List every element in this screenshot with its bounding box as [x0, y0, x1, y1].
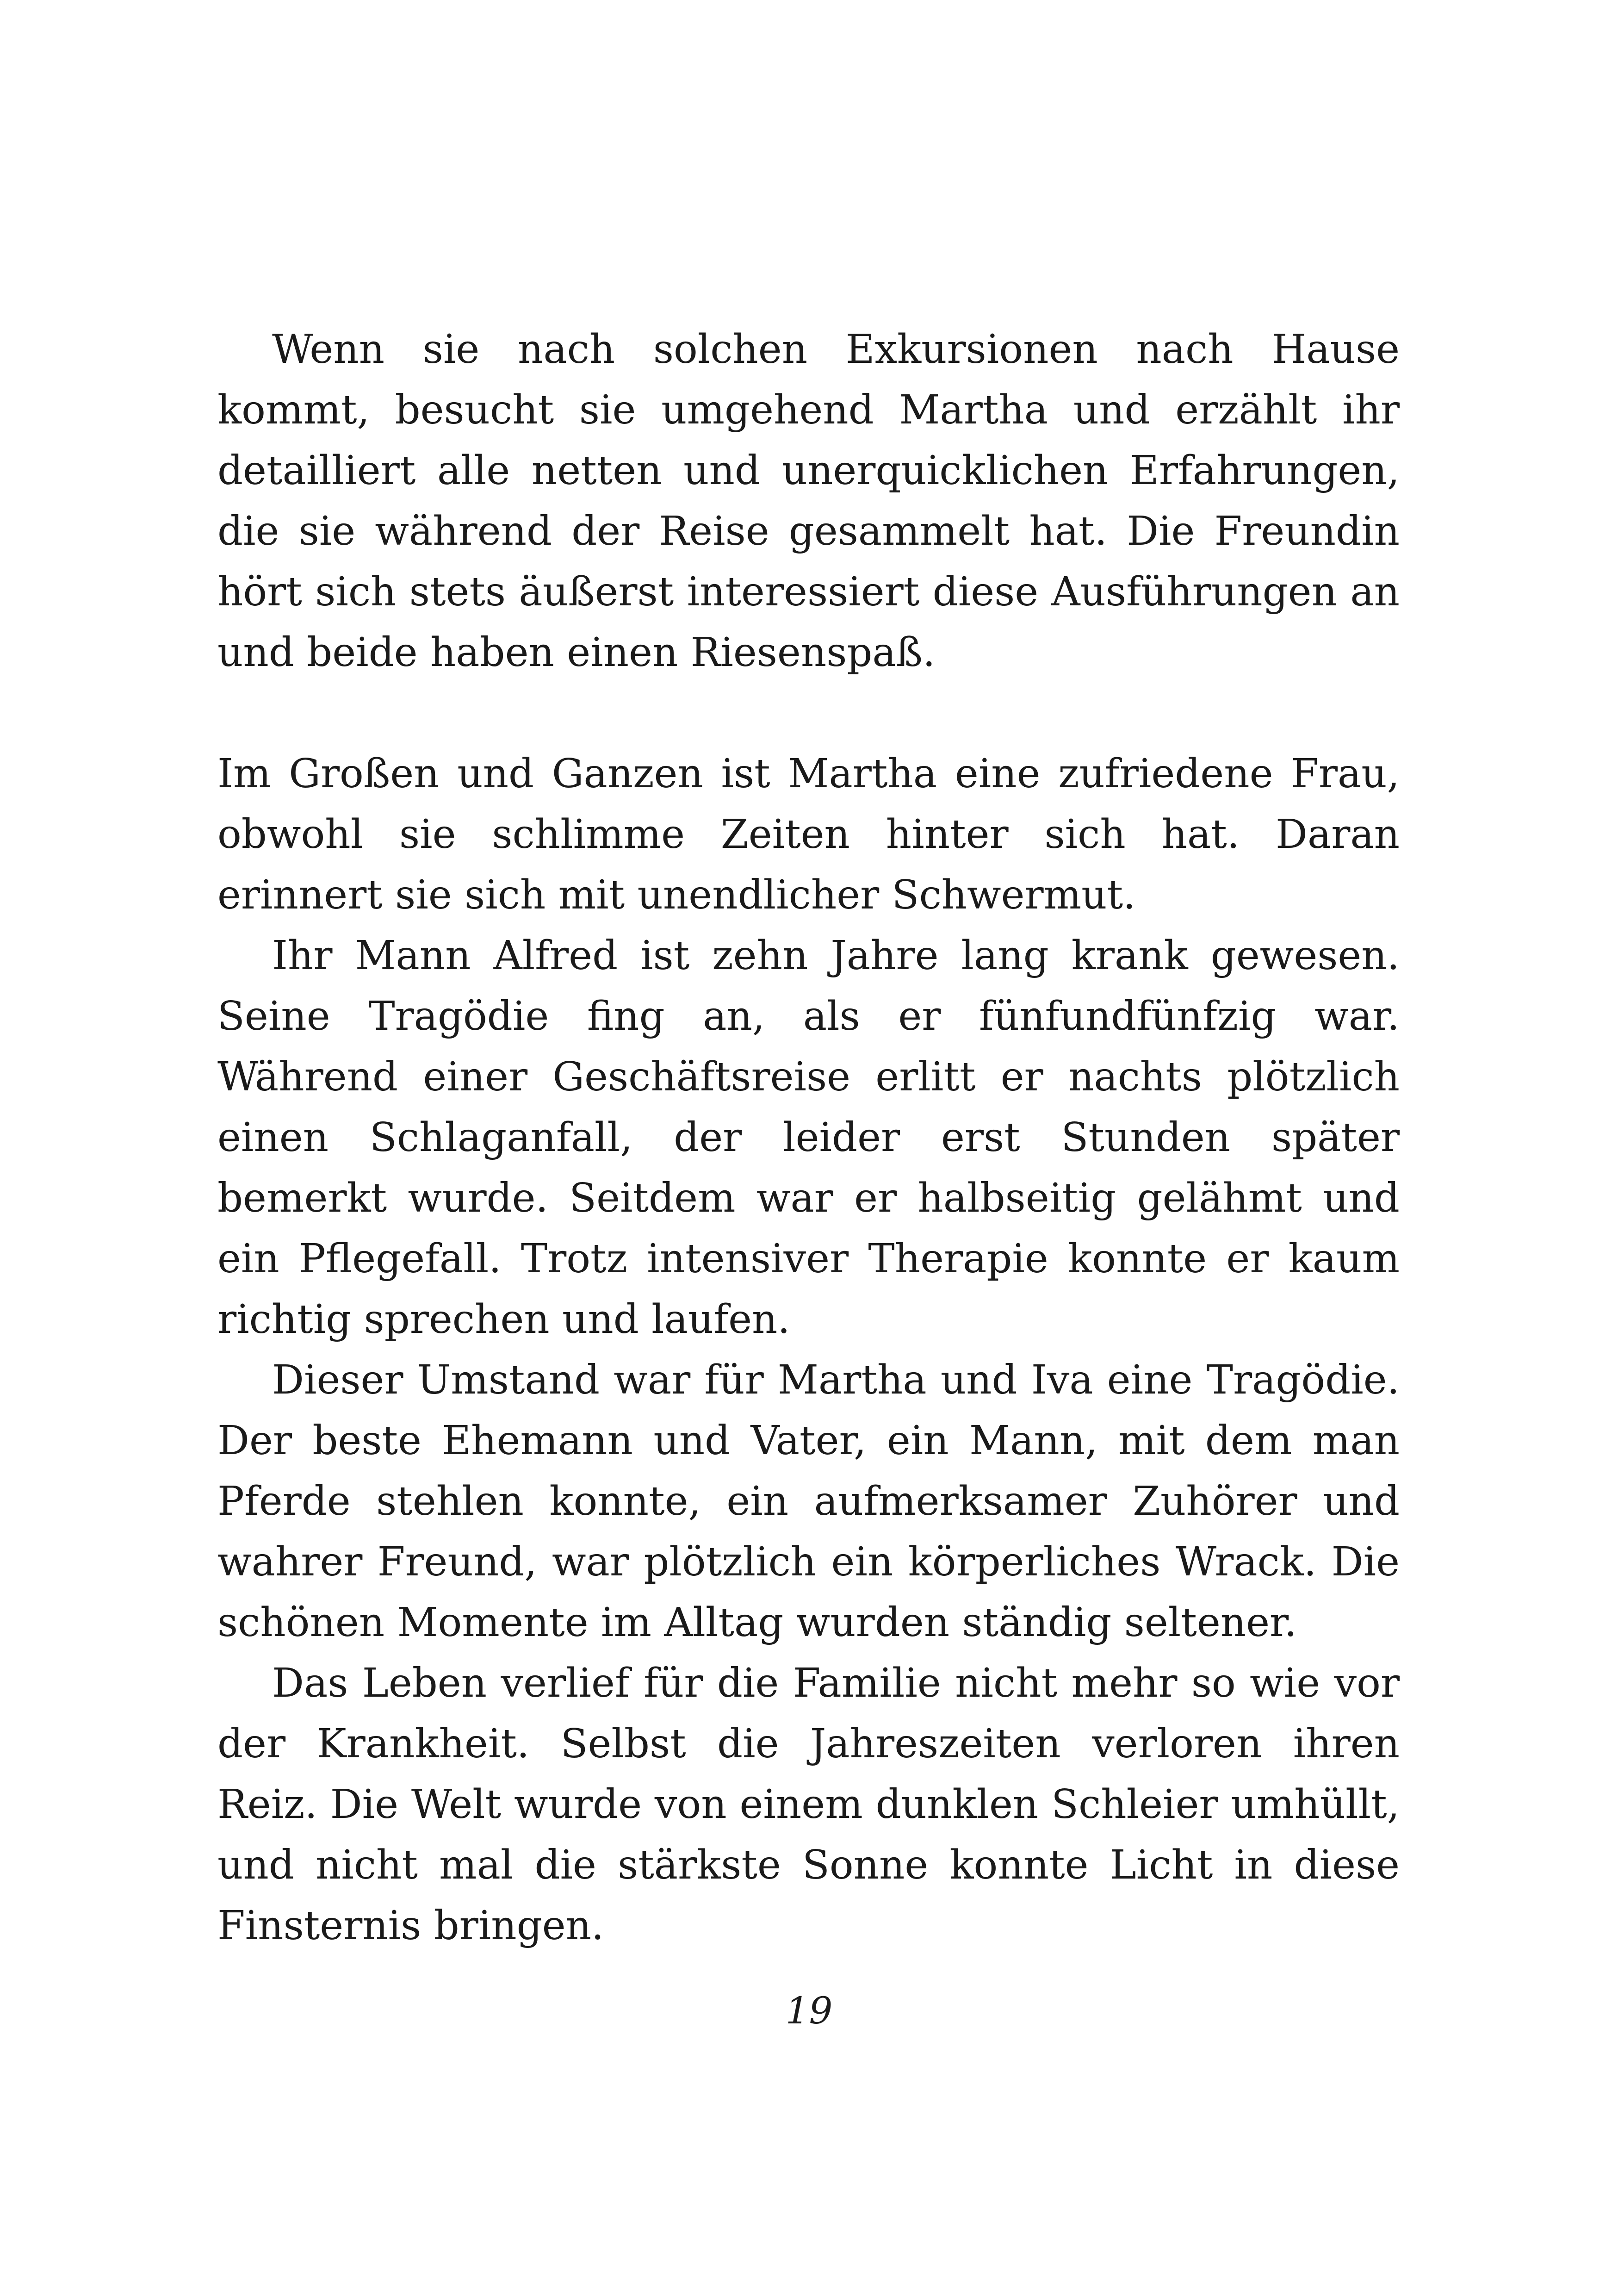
- paragraph-alfred: Ihr Mann Alfred ist zehn Jahre lang krank gewesen. Seine Tragödie fing an, als er fünfundfünfzig war. Während einer Geschäftsreise erlitt er nachts plötzlich einen Schlaganfall, der leider erst Stunden später bemerkt wurde. Seitdem war er halbseitig gelähmt und ein Pflegefall. Trotz intensiver Therapie konnte er kaum richtig sprechen und laufen.: [217, 933, 1400, 1343]
- body-text: [217, 319, 1400, 1956]
- paragraph-exkursionen: Wenn sie nach solchen Exkursionen nach Hause kommt, besucht sie umgehend Martha und erzählt ihr detailliert alle netten und unerquicklichen Erfahrungen, die sie während der Reise gesammelt hat. Die Freundin hört sich stets äußerst interessiert diese Ausführungen an und beide haben einen Riesenspaß.: [217, 326, 1400, 676]
- paragraph-leben: Das Leben verlief für die Familie nicht mehr so wie vor der Krankheit. Selbst die Jahreszeiten verloren ihren Reiz. Die Welt wurde von einem dunklen Schleier umhüllt, und nicht mal die stärkste Sonne konnte Licht in diese Finsternis bringen.: [217, 1660, 1400, 1949]
- paragraph-zufriedene-frau: Im Großen und Ganzen ist Martha eine zufriedene Frau, obwohl sie schlimme Zeiten hinter sich hat. Daran erinnert sie sich mit unendlicher Schwermut.: [217, 751, 1400, 918]
- paragraph-tragoedie: Dieser Umstand war für Martha und Iva eine Tragödie. Der beste Ehemann und Vater, ein Mann, mit dem man Pferde stehlen konnte, ein aufmerksamer Zuhörer und wahrer Freund, war plötzlich ein körperliches Wrack. Die schönen Momente im Alltag wurden ständig seltener.: [217, 1357, 1400, 1646]
- page-number: 19: [785, 1989, 833, 2032]
